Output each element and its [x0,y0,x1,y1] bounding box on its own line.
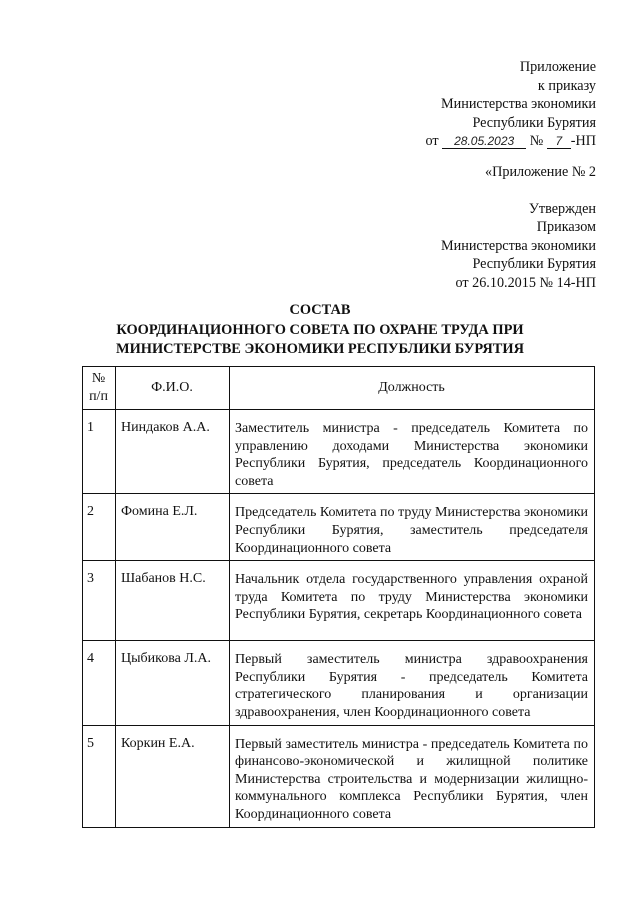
prior-appendix-label: «Приложение № 2 [485,164,596,180]
document-title [60,301,580,360]
row-num: 1 [83,410,116,494]
table-row [83,494,595,561]
row-fio: Шабанов Н.С. [116,561,230,641]
title-line: СОСТАВ [289,302,351,318]
header-num-line: п/п [89,389,108,404]
approved-line: Республики Бурятия [472,256,596,273]
header-num [83,367,116,410]
title-line: МИНИСТЕРСТВЕ ЭКОНОМИКИ РЕСПУБЛИКИ БУРЯТИЯ [116,341,524,357]
appendix-line: Республики Бурятия [472,114,596,131]
row-fio: Ниндаков А.А. [116,410,230,494]
row-position: Заместитель министра - председатель Комитета по управлению доходами Министерства экономики Республики Бурятия, председатель Координационного совета [230,410,595,494]
table-row [83,561,595,641]
appendix-line: Приложение [519,59,596,75]
number-sign: № [529,133,544,150]
council-members-table [82,366,595,828]
row-num: 4 [83,641,116,725]
handwritten-date: 28.05.2023 [442,134,526,149]
approval-block [441,163,596,293]
header-fio: Ф.И.О. [116,367,230,410]
row-num: 2 [83,494,116,561]
approved-line: Министерства экономики [441,237,596,254]
row-num: 5 [83,725,116,827]
table-header-row [83,367,595,410]
row-fio: Фомина Е.Л. [116,494,230,561]
approved-line: Приказом [536,219,596,236]
row-fio: Коркин Е.А. [116,725,230,827]
row-position: Председатель Комитета по труду Министерства экономики Республики Бурятия, заместитель председателя Координационного совета [230,494,595,561]
table-row [83,725,595,827]
approved-line: от 26.10.2015 № 14-НП [455,274,596,291]
row-num: 3 [83,561,116,641]
table-row [83,641,595,725]
from-prefix: от [425,133,439,150]
header-num-line: № [91,371,106,387]
appendix-header [425,58,596,151]
row-position: Начальник отдела государственного управления охраной труда Комитета по труду Министерства экономики Республики Бурятия, секретарь Координационного совета [230,561,595,641]
appendix-line: Министерства экономики [441,96,596,113]
header-position: Должность [230,367,595,410]
number-suffix: -НП [570,133,596,150]
appendix-line: к приказу [537,77,596,94]
row-position: Первый заместитель министра здравоохранения Республики Бурятия - председатель Комитета стратегического планирования и организации здравоохранения, член Координационного совета [230,641,595,725]
title-line: КООРДИНАЦИОННОГО СОВЕТА ПО ОХРАНЕ ТРУДА ПРИ [116,321,524,338]
table-row [83,410,595,494]
row-position: Первый заместитель министра - председатель Комитета по финансово-экономической и жилищной политике Министерства строительства и модернизации жилищно-коммунального комплекса Республики Бурятия, член Координационного совета [230,725,595,827]
handwritten-number: 7 [547,134,571,149]
approved-line: Утвержден [528,200,596,217]
appendix-order-line [425,132,596,151]
row-fio: Цыбикова Л.А. [116,641,230,725]
